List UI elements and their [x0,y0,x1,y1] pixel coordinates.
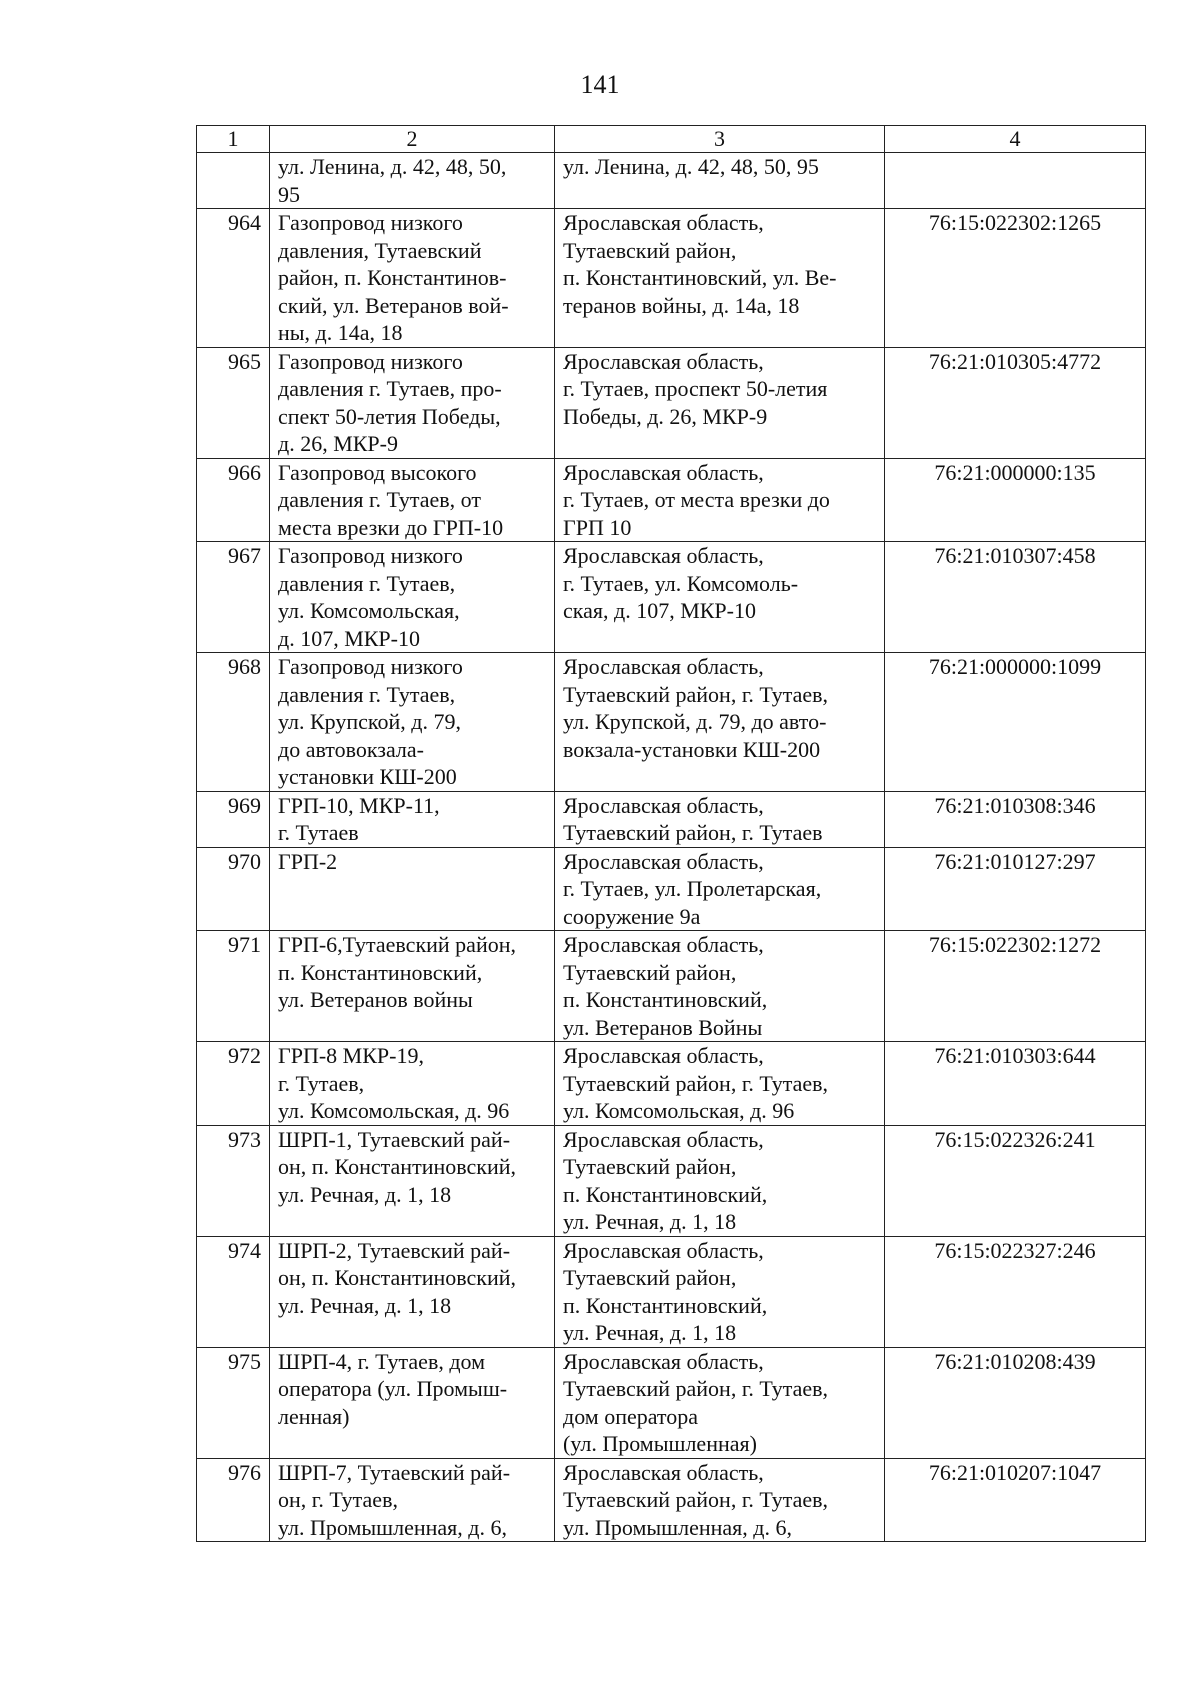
object-name: Газопровод низкого давления г. Тутаев, ул. Комсомольская, д. 107, МКР-10 [270,542,555,653]
object-address: Ярославская область, г. Тутаев, ул. Комсомоль- ская, д. 107, МКР-10 [555,542,885,653]
cadastral-number: 76:15:022302:1272 [885,931,1146,1042]
row-number: 975 [197,1347,270,1458]
cadastral-number: 76:21:010305:4772 [885,347,1146,458]
object-name: Газопровод низкого давления г. Тутаев, про- спект 50-летия Победы, д. 26, МКР-9 [270,347,555,458]
object-name: ШРП-4, г. Тутаев, дом оператора (ул. Промыш- ленная) [270,1347,555,1458]
table-row [197,1042,1146,1126]
cadastral-number: 76:21:000000:1099 [885,653,1146,792]
table-row [197,153,1146,209]
row-number: 969 [197,791,270,847]
table-header [197,126,1146,153]
object-name: ГРП-2 [270,847,555,931]
row-number: 964 [197,209,270,348]
object-name: ГРП-6,Тутаевский район, п. Константиновский, ул. Ветеранов войны [270,931,555,1042]
cadastral-number: 76:21:000000:135 [885,458,1146,542]
table-row [197,1236,1146,1347]
object-address: Ярославская область, Тутаевский район, п. Константиновский, ул. Ве- теранов войны, д. 14а, 18 [555,209,885,348]
row-number [197,153,270,209]
header-col-4: 4 [885,126,1146,153]
object-address: Ярославская область, Тутаевский район, г. Тутаев, ул. Промышленная, д. 6, [555,1458,885,1542]
cadastral-number: 76:21:010308:346 [885,791,1146,847]
cadastral-number [885,153,1146,209]
object-address: Ярославская область, Тутаевский район, г. Тутаев, ул. Крупской, д. 79, до авто- вокзала-установки КШ-200 [555,653,885,792]
cadastral-number: 76:21:010303:644 [885,1042,1146,1126]
table-row [197,847,1146,931]
object-name: ул. Ленина, д. 42, 48, 50, 95 [270,153,555,209]
object-name: Газопровод высокого давления г. Тутаев, от места врезки до ГРП-10 [270,458,555,542]
cadastral-number: 76:15:022327:246 [885,1236,1146,1347]
object-name: Газопровод низкого давления г. Тутаев, ул. Крупской, д. 79, до автовокзала- установки КШ-200 [270,653,555,792]
object-address: Ярославская область, Тутаевский район, г. Тутаев [555,791,885,847]
table-row [197,209,1146,348]
table-row [197,653,1146,792]
object-address: ул. Ленина, д. 42, 48, 50, 95 [555,153,885,209]
row-number: 970 [197,847,270,931]
object-name: ГРП-8 МКР-19, г. Тутаев, ул. Комсомольская, д. 96 [270,1042,555,1126]
object-name: ШРП-1, Тутаевский рай- он, п. Константиновский, ул. Речная, д. 1, 18 [270,1125,555,1236]
row-number: 965 [197,347,270,458]
registry-table [196,125,1146,1542]
object-name: ШРП-2, Тутаевский рай- он, п. Константиновский, ул. Речная, д. 1, 18 [270,1236,555,1347]
header-col-3: 3 [555,126,885,153]
object-address: Ярославская область, Тутаевский район, г. Тутаев, ул. Комсомольская, д. 96 [555,1042,885,1126]
table-row [197,458,1146,542]
row-number: 976 [197,1458,270,1542]
cadastral-number: 76:21:010127:297 [885,847,1146,931]
object-address: Ярославская область, г. Тутаев, от места врезки до ГРП 10 [555,458,885,542]
row-number: 966 [197,458,270,542]
row-number: 972 [197,1042,270,1126]
row-number: 968 [197,653,270,792]
row-number: 974 [197,1236,270,1347]
object-name: ГРП-10, МКР-11, г. Тутаев [270,791,555,847]
header-col-1: 1 [197,126,270,153]
row-number: 973 [197,1125,270,1236]
cadastral-number: 76:21:010208:439 [885,1347,1146,1458]
row-number: 967 [197,542,270,653]
object-name: Газопровод низкого давления, Тутаевский район, п. Константинов- ский, ул. Ветеранов вой- ны, д. 14а, 18 [270,209,555,348]
object-name: ШРП-7, Тутаевский рай- он, г. Тутаев, ул. Промышленная, д. 6, [270,1458,555,1542]
object-address: Ярославская область, Тутаевский район, г. Тутаев, дом оператора (ул. Промышленная) [555,1347,885,1458]
cadastral-number: 76:15:022302:1265 [885,209,1146,348]
cadastral-number: 76:21:010307:458 [885,542,1146,653]
cadastral-number: 76:15:022326:241 [885,1125,1146,1236]
object-address: Ярославская область, г. Тутаев, ул. Пролетарская, сооружение 9а [555,847,885,931]
table-row [197,931,1146,1042]
table-row [197,1458,1146,1542]
object-address: Ярославская область, г. Тутаев, проспект 50-летия Победы, д. 26, МКР-9 [555,347,885,458]
table-row [197,347,1146,458]
object-address: Ярославская область, Тутаевский район, п. Константиновский, ул. Ветеранов Войны [555,931,885,1042]
table-row [197,1125,1146,1236]
object-address: Ярославская область, Тутаевский район, п. Константиновский, ул. Речная, д. 1, 18 [555,1236,885,1347]
header-row [197,126,1146,153]
table-row [197,542,1146,653]
object-address: Ярославская область, Тутаевский район, п. Константиновский, ул. Речная, д. 1, 18 [555,1125,885,1236]
table-row [197,1347,1146,1458]
page-number: 141 [580,70,620,99]
cadastral-number: 76:21:010207:1047 [885,1458,1146,1542]
row-number: 971 [197,931,270,1042]
header-col-2: 2 [270,126,555,153]
table-row [197,791,1146,847]
table-body [197,153,1146,1542]
